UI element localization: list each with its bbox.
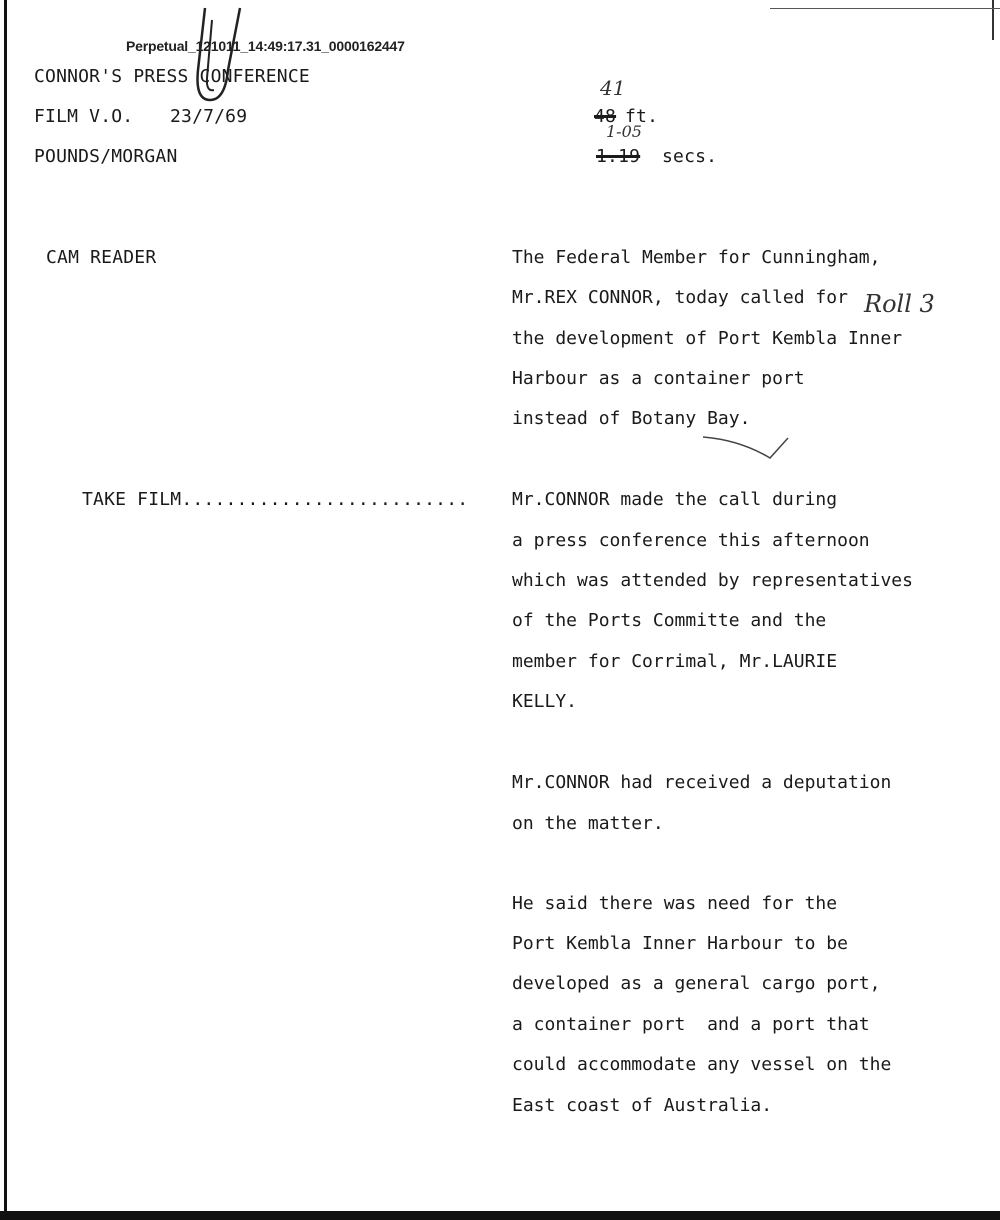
narration-line: KELLY. <box>512 691 578 712</box>
narration-line: a press conference this afternoon <box>512 530 870 551</box>
narration-line: East coast of Australia. <box>512 1095 773 1116</box>
feet-handwritten: 41 <box>600 76 626 100</box>
narration-line: Mr.CONNOR had received a deputation <box>512 772 892 793</box>
narration-line: He said there was need for the <box>512 893 838 914</box>
secs-handwritten: 1-05 <box>606 122 642 141</box>
narration-line: Mr.REX CONNOR, today called for <box>512 287 848 308</box>
narration-line: The Federal Member for Cunningham, <box>512 247 881 268</box>
check-mark-icon <box>703 437 788 458</box>
roll-annotation: Roll 3 <box>864 290 935 318</box>
archive-stamp: Perpetual_121011_14:49:17.31_0000162447 <box>126 38 405 54</box>
feet-struck: 48 <box>594 106 617 127</box>
script-date: 23/7/69 <box>170 106 248 127</box>
narration-line: the development of Port Kembla Inner <box>512 328 903 349</box>
narration-line: instead of Botany Bay. <box>512 408 751 429</box>
secs-struck: 1.19 <box>596 146 641 167</box>
cue-take-film: TAKE FILM.......................... <box>82 489 469 510</box>
narration-line: could accommodate any vessel on the <box>512 1054 892 1075</box>
narration-line: on the matter. <box>512 813 664 834</box>
script-title: CONNOR'S PRESS CONFERENCE <box>34 66 310 87</box>
narration-line: Mr.CONNOR made the call during <box>512 489 838 510</box>
narration-line: a container port and a port that <box>512 1014 870 1035</box>
narration-line: member for Corrimal, Mr.LAURIE <box>512 651 838 672</box>
narration-line: which was attended by representatives <box>512 570 913 591</box>
secs-unit: secs. <box>662 146 718 167</box>
narration-line: Port Kembla Inner Harbour to be <box>512 933 848 954</box>
reporter-names: POUNDS/MORGAN <box>34 146 178 167</box>
film-label: FILM V.O. <box>34 106 134 127</box>
narration-line: Harbour as a container port <box>512 368 805 389</box>
narration-line: of the Ports Committe and the <box>512 610 827 631</box>
narration-line: developed as a general cargo port, <box>512 973 881 994</box>
cue-cam-reader: CAM READER <box>46 247 157 268</box>
feet-unit: ft. <box>625 106 659 127</box>
